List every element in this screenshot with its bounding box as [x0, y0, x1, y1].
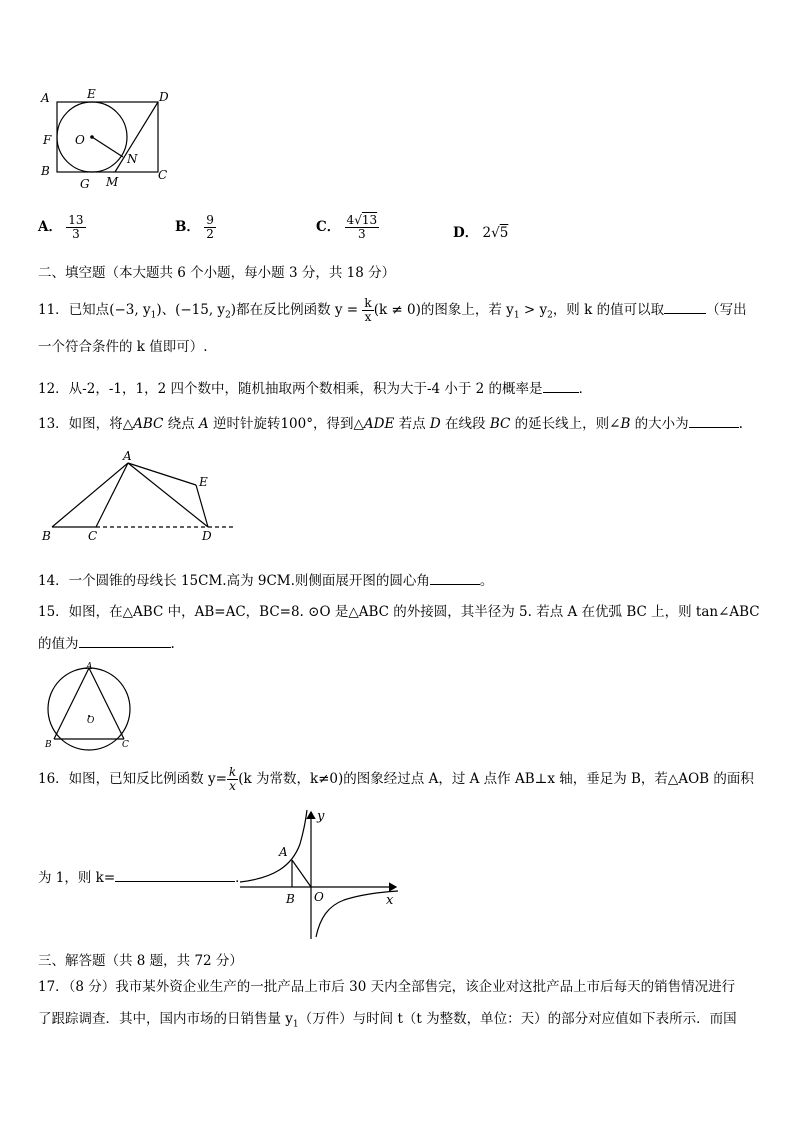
label-B: B — [286, 892, 295, 906]
q13-end: . — [738, 416, 743, 432]
option-d: D． 2√5 — [453, 225, 509, 241]
label-G: G — [80, 177, 90, 191]
q16-answer-blank[interactable] — [115, 881, 235, 882]
q13-text-6: 的大小为 — [630, 416, 689, 432]
option-a-label: A． — [38, 219, 62, 235]
q16-end: ． — [235, 870, 249, 886]
question-16-line2 — [38, 869, 249, 887]
question-16 — [38, 766, 754, 793]
figure-q13-rotation — [38, 448, 238, 544]
section-2-heading: 二、填空题（本大题共 6 个小题，每小题 3 分，共 18 分） — [38, 265, 396, 281]
q15-end: . — [170, 636, 175, 652]
q12-end: ． — [578, 381, 593, 397]
question-12 — [38, 380, 592, 398]
q13-triangle-ade: △ADE — [353, 416, 395, 432]
q11-answer-blank[interactable] — [664, 313, 706, 314]
q11-sub1: 1 — [513, 310, 520, 321]
option-c-fraction — [345, 214, 380, 241]
question-11 — [38, 297, 747, 325]
option-c-radicand: 13 — [361, 213, 378, 227]
q13-point-d: D — [429, 416, 441, 432]
q11-gt: > y — [519, 302, 548, 318]
q13-text-3: 若点 — [394, 416, 430, 432]
q16-frac-den: x — [229, 779, 236, 793]
q14-answer-blank[interactable] — [430, 584, 480, 585]
q11-number: 11． — [38, 302, 69, 318]
q11-point2-body: (−15, y — [175, 302, 226, 318]
question-15: 15．如图，在△ABC 中，AB=AC，BC=8. ⊙O 是△ABC 的外接圆，其半径为 5. 若点 A 在优弧 BC 上，则 tan∠ABC — [38, 604, 760, 620]
label-B: B — [42, 529, 51, 543]
label-y: y — [317, 809, 325, 824]
q12-text: 12．从-2，-1，1，2 四个数中，随机抽取两个数相乘，积为大于-4 小于 2 的概率是 — [38, 381, 543, 397]
q13-point-a: A — [198, 416, 209, 432]
label-A: A — [41, 91, 50, 105]
section-3-heading: 三、解答题（共 8 题，共 72 分） — [38, 953, 243, 969]
q15-text-2: 的值为 — [38, 636, 79, 652]
q14-end: 。 — [479, 573, 494, 589]
label-C: C — [158, 168, 168, 182]
option-b-fraction — [204, 214, 216, 241]
label-A: A — [279, 845, 288, 859]
option-a-numerator: 13 — [68, 213, 84, 227]
option-a — [38, 214, 86, 241]
q16-text-2: (k 为常数，k≠0)的图象经过点 A，过 A 点作 AB⊥x 轴，垂足为 B，若△AOB 的面积 — [238, 771, 754, 787]
label-D: D — [202, 529, 212, 543]
q11-point1-sub: 1 — [150, 310, 157, 321]
label-N: N — [127, 152, 138, 166]
option-d-label: D． — [453, 225, 479, 241]
question-14 — [38, 572, 493, 590]
q11-sub2: 2 — [547, 310, 553, 321]
question-15-line2 — [38, 635, 175, 653]
option-a-denominator: 3 — [72, 227, 80, 241]
q14-text: 14．一个圆锥的母线长 15CM.高为 9CM.则侧面展开图的圆心角 — [38, 573, 430, 589]
option-c — [316, 214, 379, 241]
q13-text-4: 在线段 — [440, 416, 490, 432]
q13-text: 13．如图，将 — [38, 416, 123, 432]
q11-point1-body: (−3, y — [109, 302, 151, 318]
option-b-numerator: 9 — [206, 213, 214, 227]
figure-q16-hyperbola — [236, 806, 406, 942]
q13-text-2: 逆时针旋转100°，得到 — [208, 416, 354, 432]
label-F: F — [43, 133, 52, 147]
question-17-line1: 17．（8 分）我市某外资企业生产的一批产品上市后 30 天内全部售完，该企业对这批产品上市后每天的销售情况进行 — [38, 979, 736, 995]
label-D: D — [159, 90, 169, 104]
q17-text-b: （万件）与时间 t（t 为整数，单位：天）的部分对应值如下表所示．而国 — [298, 1011, 737, 1027]
label-B: B — [41, 164, 50, 178]
q11-fraction — [362, 297, 373, 324]
label-A: A — [123, 449, 132, 463]
q11-point2-end: ) — [230, 302, 237, 318]
q13-text-5: 的延长线上，则∠ — [510, 416, 621, 432]
q17-sub: 1 — [292, 1019, 299, 1030]
q11-sep: 、 — [161, 302, 176, 318]
q13-segment-bc: BC — [489, 416, 511, 432]
q12-answer-blank[interactable] — [543, 392, 579, 393]
option-c-denominator: 3 — [358, 227, 366, 241]
q13-triangle-abc: △ABC — [122, 416, 164, 432]
q11-point1-end: ) — [156, 302, 162, 318]
option-c-coef: 4 — [346, 213, 355, 227]
label-B: B — [45, 740, 52, 750]
q11-point2-sub: 2 — [225, 310, 231, 321]
q15-answer-blank[interactable] — [79, 647, 171, 648]
option-b-label: B． — [175, 219, 200, 235]
q13-angle-b: B — [620, 416, 631, 432]
option-b-denominator: 2 — [206, 227, 214, 241]
option-c-label: C． — [316, 219, 341, 235]
option-d-coef: 2 — [482, 225, 492, 241]
q11-text-2: 的图象上，若 y — [420, 302, 514, 318]
q11-point2 — [175, 302, 237, 321]
q16-text-3: 为 1，则 k= — [38, 870, 116, 886]
q11-text-3: ，则 k 的值可以取 — [552, 302, 665, 318]
label-C: C — [122, 740, 129, 750]
question-17-line2 — [38, 1010, 737, 1034]
option-a-fraction — [66, 214, 85, 241]
q11-text: 已知点 — [68, 302, 110, 318]
label-x: x — [386, 893, 394, 908]
question-11-line2: 一个符合条件的 k 值即可）. — [38, 339, 208, 355]
q11-frac-num: k — [364, 296, 372, 310]
q11-point1 — [109, 302, 162, 321]
label-O: O — [75, 133, 85, 147]
q11-func-text: 都在反比例函数 y = — [236, 302, 359, 318]
q16-frac-num: k — [228, 765, 237, 779]
option-b — [175, 214, 216, 241]
q11-frac-den: x — [364, 310, 372, 324]
figure-q10-rectangle-circle — [36, 86, 176, 194]
q13-text-1: 绕点 — [163, 416, 199, 432]
q17-text-a: 了跟踪调查．其中，国内市场的日销售量 y — [38, 1011, 293, 1027]
q11-cond: (k ≠ 0) — [373, 302, 421, 318]
question-13 — [38, 415, 743, 433]
q16-fraction — [227, 766, 238, 793]
label-M: M — [106, 175, 119, 189]
label-A: A — [86, 662, 93, 672]
label-E: E — [199, 475, 208, 489]
q13-answer-blank[interactable] — [689, 427, 739, 428]
label-O: O — [87, 716, 95, 726]
label-O: O — [314, 890, 324, 904]
option-c-numerator: 4√13 — [346, 213, 378, 227]
option-d-radicand: 5 — [499, 225, 509, 241]
figure-q15-circle-triangle — [38, 660, 138, 752]
q11-text-4: （写出 — [706, 302, 747, 318]
label-C: C — [88, 529, 98, 543]
q16-text: 16．如图，已知反比例函数 y= — [38, 771, 227, 787]
label-E: E — [87, 87, 96, 101]
